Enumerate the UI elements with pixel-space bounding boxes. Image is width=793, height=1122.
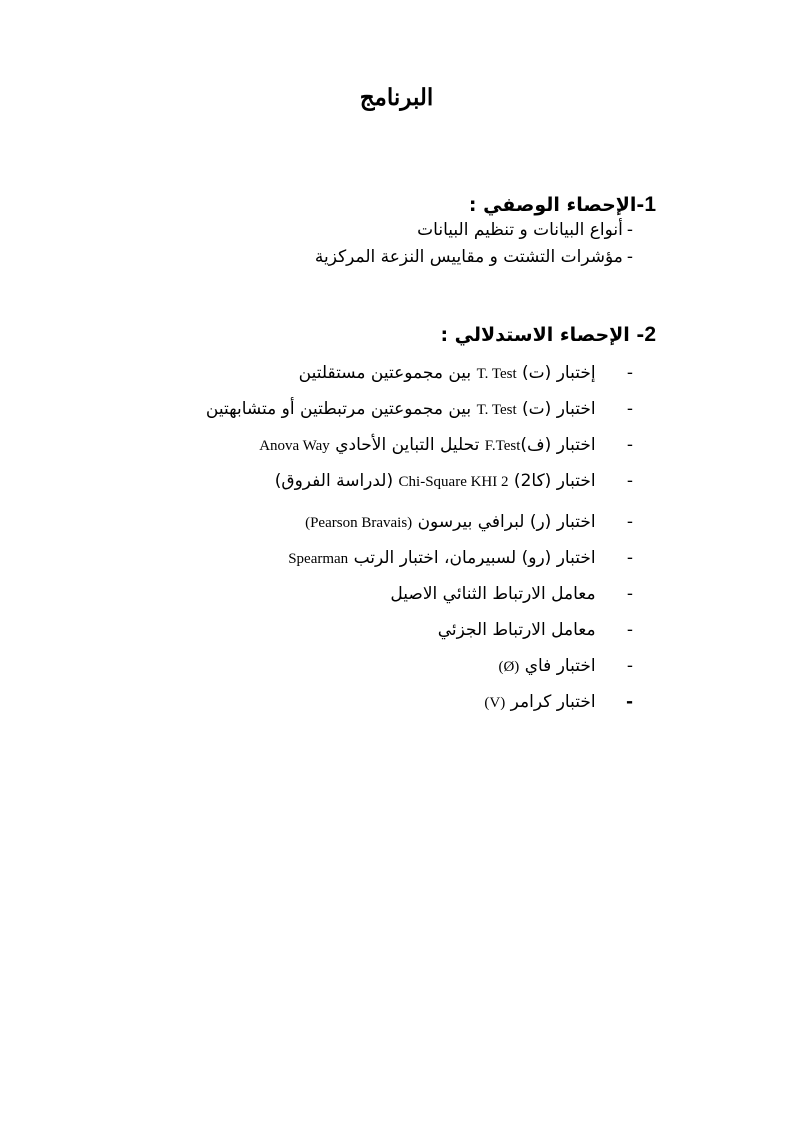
section2-heading [440, 323, 656, 347]
item-latin: (Pearson Bravais) [305, 515, 413, 531]
item-arabic: اختبار (كا2) [513, 471, 596, 491]
section1-heading-text: -الإحصاء الوصفي : [468, 194, 645, 216]
list-dash: - [626, 656, 633, 676]
section2-heading-text: - الإحصاء الاستدلالي : [440, 324, 645, 346]
item-arabic: معامل الارتباط الجزئي [437, 620, 596, 640]
item-latin: T. Test [476, 366, 517, 382]
list-dash: - [626, 471, 633, 491]
list-dash: - [626, 399, 633, 419]
list-item [288, 548, 633, 568]
list-item [275, 471, 633, 491]
list-dash: - [626, 220, 633, 240]
list-dash: - [626, 548, 633, 568]
list-item [438, 620, 633, 640]
item-latin: F.Test [484, 438, 521, 454]
section1-number: 1 [644, 193, 656, 216]
item-latin: Spearman [288, 551, 349, 567]
list-dash: - [626, 435, 633, 455]
item-arabic: اختبار (ت) [522, 399, 596, 419]
list-item [498, 656, 633, 676]
item-latin-2: Anova Way [259, 438, 330, 454]
item-latin: (Ø) [498, 659, 520, 675]
list-dash: - [626, 620, 633, 640]
item-arabic: معامل الارتباط الثنائي الاصيل [390, 584, 596, 604]
section2-number: 2 [644, 323, 656, 346]
item-arabic: إختبار (ت) [522, 363, 596, 383]
section1-item [315, 247, 633, 267]
list-item [390, 584, 633, 604]
list-dash: - [626, 247, 633, 267]
list-dash: - [626, 512, 633, 532]
list-item [305, 512, 633, 532]
item-arabic: اختبار (رو) لسبيرمان، اختبار الرتب [353, 548, 596, 568]
section1-heading [469, 193, 656, 217]
list-item [206, 399, 633, 419]
item-arabic: اختبار (ف) [520, 435, 596, 455]
page-title: البرنامج [359, 84, 434, 111]
list-item [299, 363, 633, 383]
item-arabic: اختبار فاي [524, 656, 596, 676]
section1-item-text: أنواع البيانات و تنظيم البيانات [417, 220, 623, 240]
item-arabic-rest: بين مجموعتين مستقلتين [298, 363, 472, 383]
list-dash: - [625, 692, 633, 712]
item-arabic: اختبار كرامر [510, 692, 596, 712]
item-arabic: اختبار (ر) لبرافي بيرسون [417, 512, 596, 532]
item-latin: (V) [484, 695, 506, 711]
list-dash: - [626, 584, 633, 604]
item-latin: T. Test [476, 402, 517, 418]
list-dash: - [626, 363, 633, 383]
item-arabic-rest: بين مجموعتين مرتبطتين أو متشابهتين [205, 399, 472, 419]
item-latin: Chi-Square KHI 2 [398, 474, 509, 490]
section1-item [417, 220, 633, 240]
list-item [484, 692, 633, 712]
item-arabic-rest: تحليل التباين الأحادي [335, 435, 480, 455]
list-item [259, 435, 633, 455]
item-arabic-rest: (لدراسة الفروق) [274, 471, 394, 491]
section1-item-text: مؤشرات التشتت و مقاييس النزعة المركزية [314, 247, 623, 267]
